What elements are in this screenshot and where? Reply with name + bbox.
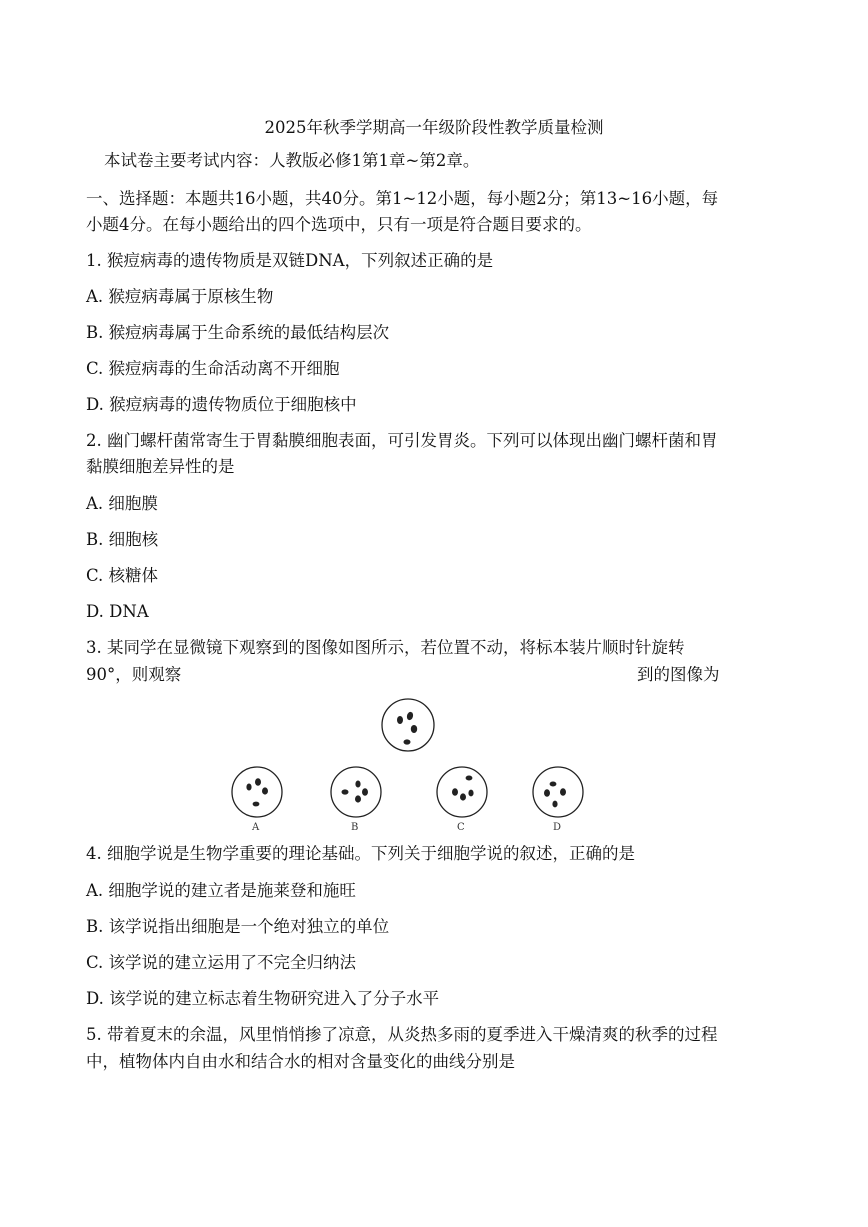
figure-label-b: B	[351, 822, 359, 833]
figure-label-a: A	[252, 822, 260, 833]
question-1-option-b: B. 猴痘病毒属于生命系统的最低结构层次	[86, 323, 390, 342]
exam-title: 2025年秋季学期高一年级阶段性教学质量检测	[264, 118, 604, 137]
question-4-stem: 4. 细胞学说是生物学重要的理论基础。下列关于细胞学说的叙述，正确的是	[86, 844, 635, 863]
question-3-stem-line2b: 到的图像为	[637, 665, 720, 684]
option-a-circle	[232, 767, 282, 833]
question-2-option-a: A. 细胞膜	[86, 494, 158, 513]
figure-label-d: D	[553, 822, 562, 833]
question-2-option-d: D. DNA	[86, 602, 149, 621]
question-5-stem-line2: 中，植物体内自由水和结合水的相对含量变化的曲线分别是	[86, 1052, 515, 1071]
question-3-stem-line2a: 90°，则观察	[86, 665, 182, 684]
question-4-option-b: B. 该学说指出细胞是一个绝对独立的单位	[86, 917, 390, 936]
question-5-stem-line1: 5. 带着夏末的余温，风里悄悄掺了凉意，从炎热多雨的夏季进入干燥清爽的秋季的过程	[86, 1025, 718, 1044]
exam-scope: 本试卷主要考试内容：人教版必修1第1章~第2章。	[104, 151, 480, 170]
question-3-stem-line1: 3. 某同学在显微镜下观察到的图像如图所示，若位置不动，将标本装片顺时针旋转	[86, 638, 685, 657]
question-4-option-c: C. 该学说的建立运用了不完全归纳法	[86, 953, 357, 972]
section-heading-line1: 一、选择题：本题共16小题，共40分。第1~12小题，每小题2分；第13~16小题，每	[86, 189, 719, 208]
section-heading-line2: 小题4分。在每小题给出的四个选项中，只有一项是符合题目要求的。	[86, 215, 592, 234]
option-c-circle	[437, 767, 487, 833]
option-d-circle	[533, 767, 583, 833]
figure-label-c: C	[457, 822, 465, 833]
option-b-circle	[331, 767, 381, 833]
question-2-option-b: B. 细胞核	[86, 530, 159, 549]
question-4-option-a: A. 细胞学说的建立者是施莱登和施旺	[86, 881, 356, 900]
original-view-circle	[382, 699, 434, 751]
question-2-option-c: C. 核糖体	[86, 566, 159, 585]
question-1-option-d: D. 猴痘病毒的遗传物质位于细胞核中	[86, 395, 357, 414]
question-4-option-d: D. 该学说的建立标志着生物研究进入了分子水平	[86, 989, 440, 1008]
question-1-option-a: A. 猴痘病毒属于原核生物	[86, 287, 274, 306]
question-1-option-c: C. 猴痘病毒的生命活动离不开细胞	[86, 359, 340, 378]
microscope-figure	[222, 692, 598, 834]
question-2-stem-line1: 2. 幽门螺杆菌常寄生于胃黏膜细胞表面，可引发胃炎。下列可以体现出幽门螺杆菌和胃	[86, 431, 718, 450]
question-2-stem-line2: 黏膜细胞差异性的是	[86, 457, 235, 476]
question-1-stem: 1. 猴痘病毒的遗传物质是双链DNA，下列叙述正确的是	[86, 251, 494, 270]
